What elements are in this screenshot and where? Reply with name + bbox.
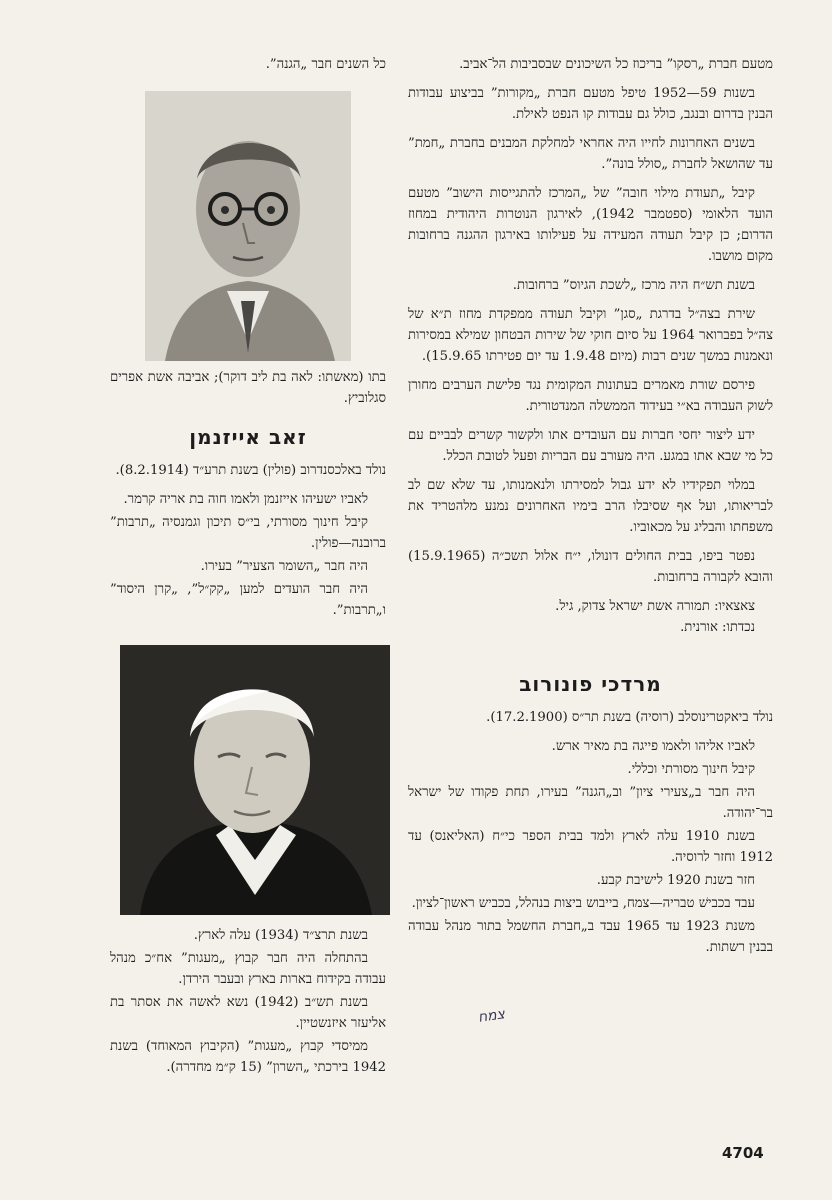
paragraph: במלוי תפקידיו לא ידע גבול למסירתו ולנאמנותו, עד שלא שם לב לבריאותו, ועל אף שסיבלו הרב בימיו האחרונים נמנע מלהטריד את משפחתו והבליג על מכאוביו. bbox=[408, 478, 773, 535]
portrait-photo bbox=[145, 91, 351, 361]
page-number: 4704 bbox=[722, 1144, 764, 1162]
portrait-man-white-hair-icon bbox=[120, 645, 390, 915]
paragraph: שירת בצה״ל בדרגת „סגן” וקיבל תעודה ממפקדת מחוז ת״א של צה״ל בפברואר 1964 על סיום חוקי של שירות הבטחון שמילא במסירות ונאמנות במשך שנים רבות (מיום 1.9.48 עד יום פטירתו 15.9.65). bbox=[408, 307, 773, 364]
paragraph: קיבל „תעודת מילוי חובה” של „המרכז להתגייסות הישוב” מטעם הועד הלאומי (ספטמבר 1942), לאירגון הנוטרות היהודית במחוז הדרום; כן קיבל תעודה המעידה על פעילותו באירגון ההגנה ברחובות מקום מושבו. bbox=[408, 186, 773, 264]
right-column bbox=[408, 54, 773, 960]
photo-caption: בתו (מאשתו: לאה בת ליב דוקר); אביבה אשת אפרים סגלוביץ. bbox=[110, 370, 386, 406]
paragraph: בשנת תש״ח היה מרכז „לשכת הגיוס” ברחובות. bbox=[512, 278, 755, 293]
left-column bbox=[110, 54, 386, 1080]
paragraph: היה חבר ב„צעירי ציון” וב„הגנה” בעירו, תחת פקודו של ישראל בר־יהודה. bbox=[408, 785, 773, 821]
person-name-heading: מרדכי פונורוב bbox=[519, 672, 662, 696]
paragraph: נולד באלכסנדרוב (פולין) בשנת תרע״ד (8.2.1914). bbox=[115, 463, 386, 478]
top-line: כל השנים חבר „הגנה”. bbox=[265, 57, 386, 72]
paragraph: נולד ביאקטרינוסלב (רוסיה) בשנת תר״ס (17.2.1900). bbox=[486, 710, 773, 725]
portrait-photo bbox=[120, 645, 390, 915]
paragraph: בשנת 1910 עלה לארץ ולמד בבית הספר כי״ח (האליאנס) עד 1912 וחזר לרוסיה. bbox=[408, 829, 773, 865]
paragraph: בשנות 59—1952 טיפל מטעם חברת „מקורות” בביצוע עבודות הבנין בדרום ובנגב, כולל גם עבודות קו הנפט לאילת. bbox=[408, 86, 773, 122]
paragraph: נפטר ביפו, בבית החולים דונולו, י״ח אלול תשכ״ה (15.9.1965) והובא לקבורה ברחובות. bbox=[408, 549, 773, 585]
paragraph: קיבל חינוך מסורתי, בי״ס תיכון וגמנסיה „תרבות” ברובנה—פולין. bbox=[110, 515, 386, 551]
paragraph: בשנת תש״ב (1942) נשא לאשה את אסתר בת אליעזר איזנשטיין. bbox=[110, 995, 386, 1031]
portrait-man-with-glasses-icon bbox=[145, 91, 351, 361]
handwritten-note: צמח bbox=[477, 1006, 506, 1026]
paragraph: לאביו ישעיהו אייזנמן ולאמו חוה בת אריה קרמר. bbox=[123, 492, 368, 507]
paragraph: עבד בכבישׁ טבריה—צמח, בייבוש ביצות בנהלל, בכביש ראשון־לציון. bbox=[411, 896, 755, 911]
paragraph: לאביו אליהו ולאמו פייגה בת מאיר ארש. bbox=[551, 739, 755, 754]
paragraph: משנת 1923 עד 1965 עבד ב„חברת החשמל בתור מנהל עבודה בבנין רשתות. bbox=[408, 919, 773, 955]
descendants-line: צאצאיו: תמורה אשת ישראל צדוק, גיל. bbox=[555, 599, 755, 614]
paragraph: קיבל חינוך מסורתי וכללי. bbox=[627, 762, 755, 777]
person-name-heading: זאב אייזנמן bbox=[189, 425, 307, 449]
paragraph: היה חבר הועדים למען „קק״ל”, „קרן היסוד” ו„תרבות”. bbox=[110, 582, 386, 618]
paragraph: בשנת תרצ״ד (1934) עלה לארץ. bbox=[193, 928, 368, 943]
paragraph: ידע ליצור יחסי חברות עם העובדים אתו ולקשור קשרים לבביים עם כל מי שבא אתו במגע. היה מעורב עם הבריות ופעל לטובת הכלל. bbox=[408, 428, 773, 464]
paragraph: חזר בשנת 1920 לישיבת קבע. bbox=[596, 873, 755, 888]
paragraph: היה חבר „השומר הצעיר” בעירו. bbox=[200, 559, 368, 574]
grandchildren-line: נכדתו: אורנית. bbox=[680, 620, 755, 635]
paragraph: בשנים האחרונות לחייו היה אחראי למחלקת המבנים בחברת „חמת” עד שהושאל לחברת „סולל בונה”. bbox=[408, 136, 773, 172]
paragraph: פירסם שורת מאמרים בעתונות המקומית נגד פלישת הערבים מחורן לשוק העבודה בא״י בעידוד הממשלה המנדטורית. bbox=[408, 378, 773, 414]
paragraph: בהתחלה היה חבר קבוץ „מעגות” אח״כ מנהל עבודה בקידוח בארות בארץ ובעבר הירדן. bbox=[110, 951, 386, 987]
paragraph: מטעם חברת „רסקו” בריכוז כל השיכונים שבסביבות הל־אביב. bbox=[459, 57, 773, 72]
paragraph: ממיסדי קבוץ „מעגות” (הקיבוץ המאוחד) בשנת 1942 בירכתי „השרון” (15 ק״מ מחדרה). bbox=[110, 1039, 386, 1075]
